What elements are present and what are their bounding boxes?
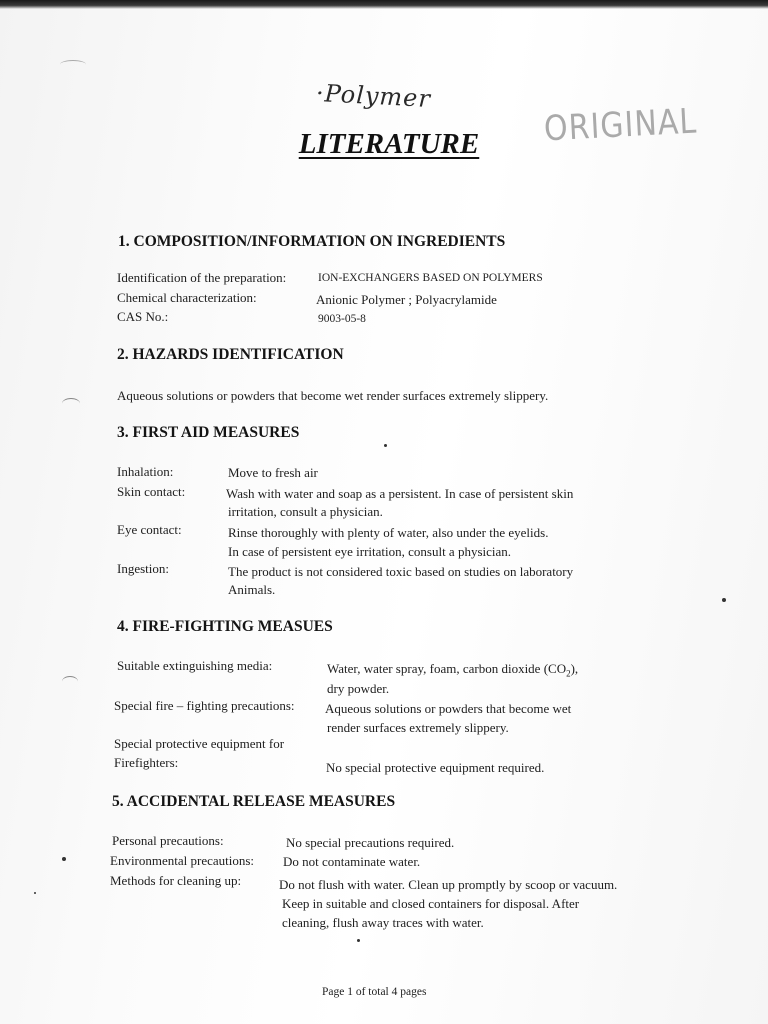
first-aid-value-ingestion-2: Animals. (228, 582, 276, 597)
first-aid-value-eye-2: In case of persistent eye irritation, consult a physician. (228, 544, 512, 559)
row-label-identification: Identification of the preparation: (117, 270, 287, 285)
scan-speck (62, 857, 66, 861)
fire-label-precautions: Special fire – fighting precautions: (114, 698, 295, 713)
co2-subscript: 2 (566, 668, 571, 679)
section-heading-composition: 1. COMPOSITION/INFORMATION ON INGREDIENTS (118, 233, 506, 250)
scan-speck (384, 444, 387, 447)
section-heading-hazards: 2. HAZARDS IDENTIFICATION (117, 346, 344, 363)
section-heading-fire-fighting: 4. FIRE-FIGHTING MEASUES (117, 618, 333, 635)
release-value-environmental: Do not contaminate water. (283, 854, 421, 869)
fire-value-equipment: No special protective equipment required. (326, 760, 545, 775)
fire-label-media: Suitable extinguishing media: (117, 658, 273, 673)
first-aid-value-skin: Wash with water and soap as a persistent. In case of persistent skin (226, 486, 574, 501)
section-heading-first-aid: 3. FIRST AID MEASURES (117, 424, 300, 441)
scan-speck (722, 598, 726, 602)
first-aid-label-ingestion: Ingestion: (117, 561, 169, 576)
row-label-chemical: Chemical characterization: (117, 290, 257, 305)
release-label-environmental: Environmental precautions: (110, 853, 255, 868)
margin-mark (60, 60, 86, 69)
first-aid-label-inhalation: Inhalation: (117, 464, 174, 479)
row-value-identification: ION-EXCHANGERS BASED ON POLYMERS (318, 272, 543, 284)
release-value-personal: No special precautions required. (286, 835, 455, 850)
row-label-cas: CAS No.: (117, 309, 169, 324)
release-value-cleaning: Do not flush with water. Clean up promptly by scoop or vacuum. (279, 877, 618, 892)
fire-label-equipment: Special protective equipment for (114, 736, 285, 751)
margin-mark (62, 676, 78, 687)
scan-speck (34, 892, 36, 894)
first-aid-value-skin-2: irritation, consult a physician. (228, 504, 383, 519)
first-aid-label-skin: Skin contact: (117, 484, 186, 499)
fire-value-media-suffix: ), (570, 661, 579, 676)
release-value-cleaning-3: cleaning, flush away traces with water. (282, 915, 484, 930)
first-aid-label-eye: Eye contact: (117, 522, 182, 537)
handwritten-note: ·Polymer (315, 79, 432, 113)
first-aid-value-inhalation: Move to fresh air (228, 465, 318, 480)
document-title: LITERATURE (298, 128, 480, 160)
fire-value-media (327, 661, 578, 679)
section-heading-accidental-release: 5. ACCIDENTAL RELEASE MEASURES (112, 793, 396, 810)
fire-value-media-text: Water, water spray, foam, carbon dioxide (CO (327, 661, 567, 676)
row-value-cas: 9003-05-8 (318, 313, 366, 325)
scan-speck (357, 939, 360, 942)
first-aid-value-ingestion: The product is not considered toxic based on studies on laboratory (228, 564, 574, 579)
fire-label-equipment-2: Firefighters: (114, 755, 179, 770)
first-aid-value-eye: Rinse thoroughly with plenty of water, also under the eyelids. (228, 525, 549, 540)
release-label-cleaning: Methods for cleaning up: (110, 873, 242, 888)
fire-value-media-2: dry powder. (327, 681, 390, 696)
margin-mark (62, 398, 80, 409)
fire-value-precautions: Aqueous solutions or powders that become wet (325, 701, 572, 716)
release-value-cleaning-2: Keep in suitable and closed containers for disposal. After (282, 896, 580, 911)
page-footer: Page 1 of total 4 pages (322, 986, 427, 998)
original-stamp: ORIGINAL (543, 101, 699, 150)
row-value-chemical: Anionic Polymer ; Polyacrylamide (316, 292, 497, 307)
fire-value-precautions-2: render surfaces extremely slippery. (327, 720, 509, 735)
scanner-edge (0, 0, 768, 9)
hazards-text: Aqueous solutions or powders that become wet render surfaces extremely slippery. (117, 388, 549, 403)
release-label-personal: Personal precautions: (112, 833, 224, 848)
